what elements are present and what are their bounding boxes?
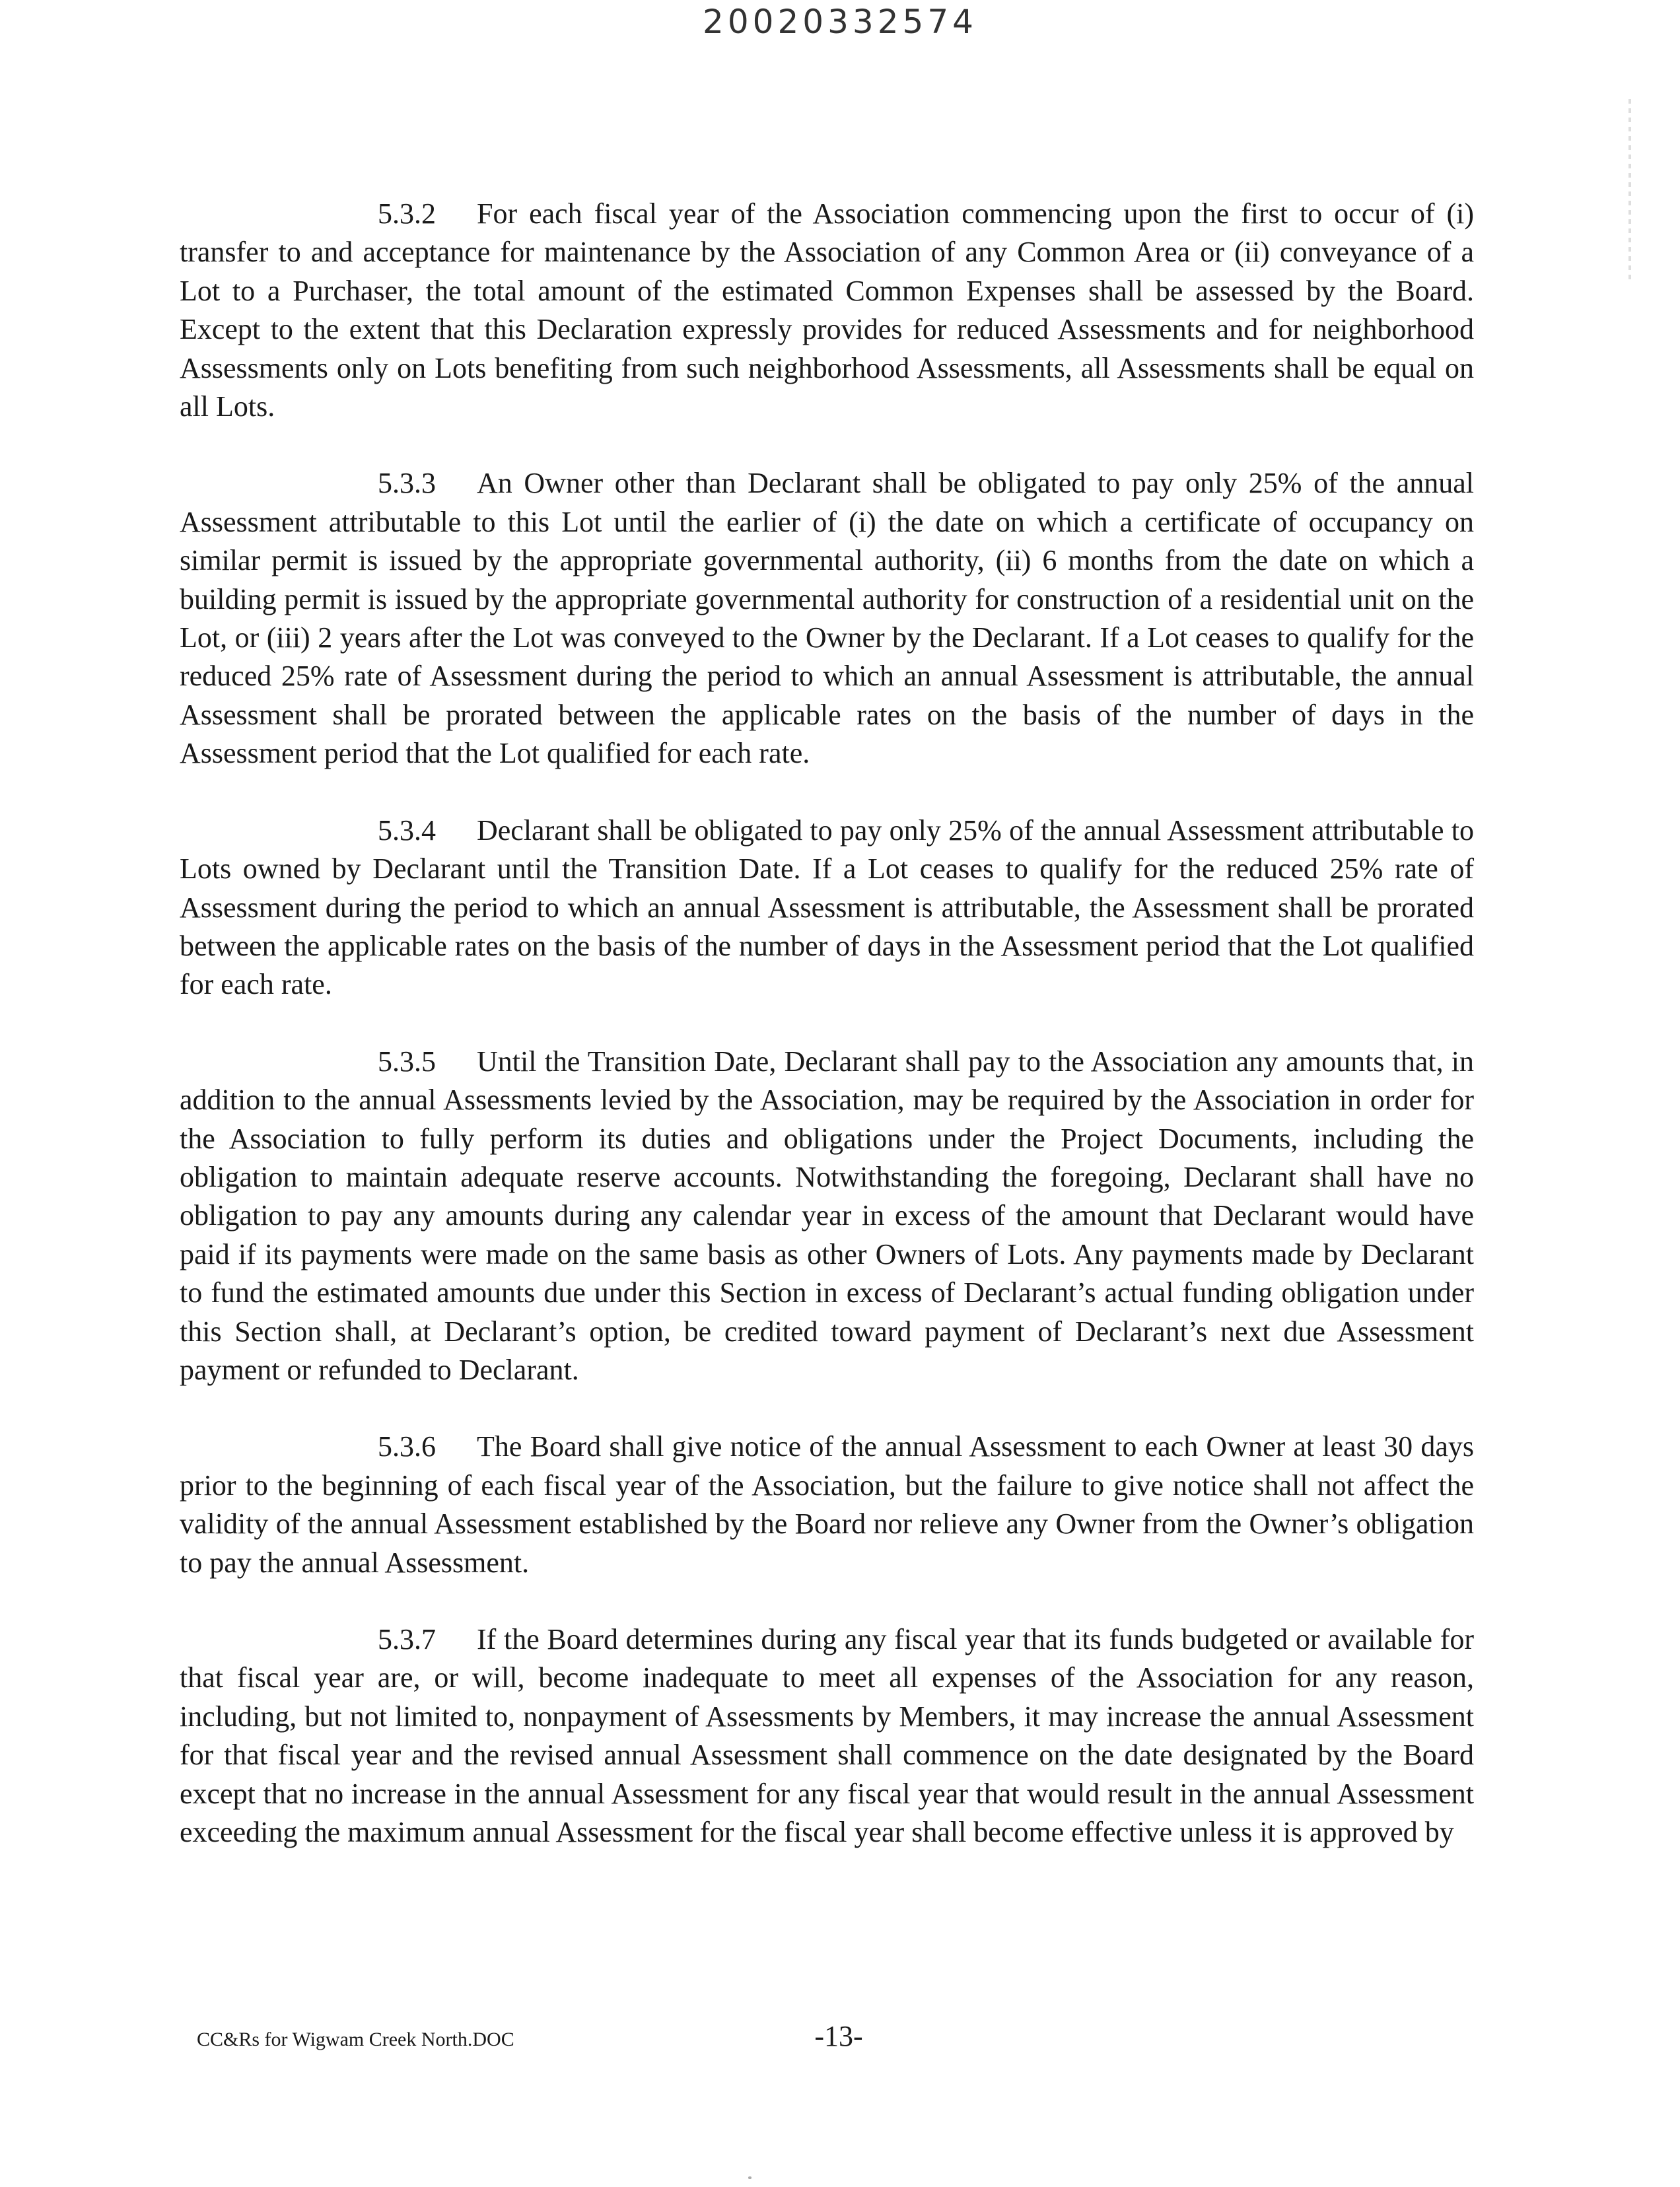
section-text: For each fiscal year of the Association commencing upon the first to occur of (i) transfer to and acceptance for maintenance by the Association of any Common Area or (ii) conveyance of a Lot to a Purchaser, the total amount of the estimated Common Expenses shall be assessed by the Board. Except to the extent that this Declaration expressly provides for reduced Assessments and for neighborhood Assessments only on Lots benefiting from such neighborhood Assessments, all Assessments shall be equal on all Lots.	[180, 197, 1474, 423]
section-number: 5.3.6	[378, 1430, 436, 1463]
scan-edge-marks	[1628, 99, 1631, 284]
section-text: If the Board determines during any fiscal year that its funds budgeted or available for that fiscal year are, or will, become inadequate to meet all expenses of the Association for any reason, including, but not limited to, nonpayment of Assessments by Members, it may increase the annual Assessment for that fiscal year and the revised annual Assessment shall commence on the date designated by the Board except that no increase in the annual Assessment for any fiscal year that would result in the annual Assessment exceeding the maximum annual Assessment for the fiscal year shall become effective unless it is approved by	[180, 1623, 1474, 1849]
document-number: 20020332574	[703, 3, 977, 41]
footer-file-name: CC&Rs for Wigwam Creek North.DOC	[197, 2029, 514, 2050]
scan-speck	[748, 2176, 752, 2179]
page-number: -13-	[814, 2020, 863, 2052]
section-number: 5.3.5	[378, 1045, 436, 1078]
section-text: An Owner other than Declarant shall be obligated to pay only 25% of the annual Assessment attributable to this Lot until the earlier of (i) the date on which a certificate of occupancy on similar permit is issued by the appropriate governmental authority, (ii) 6 months from the date on which a building permit is issued by the appropriate governmental authority for construction of a residential unit on the Lot, or (iii) 2 years after the Lot was conveyed to the Owner by the Declarant. If a Lot ceases to qualify for the reduced 25% rate of Assessment during the period to which an annual Assessment is attributable, the annual Assessment shall be prorated between the applicable rates on the basis of the number of days in the Assessment period that the Lot qualified for each rate.	[180, 467, 1474, 770]
section-number: 5.3.4	[378, 814, 436, 847]
section-text: The Board shall give notice of the annual Assessment to each Owner at least 30 days prior to the beginning of each fiscal year of the Association, but the failure to give notice shall not affect the validity of the annual Assessment established by the Board nor relieve any Owner from the Owner’s obligation to pay the annual Assessment.	[180, 1430, 1474, 1579]
section-5-3-6	[180, 1428, 1474, 1582]
section-5-3-5	[180, 1043, 1474, 1390]
section-5-3-7	[180, 1620, 1474, 1852]
section-number: 5.3.7	[378, 1623, 436, 1655]
section-5-3-4	[180, 812, 1474, 1004]
document-body	[180, 195, 1474, 1890]
section-5-3-3	[180, 464, 1474, 773]
section-text: Until the Transition Date, Declarant shall pay to the Association any amounts that, in addition to the annual Assessments levied by the Association, may be required by the Association in order for the Association to fully perform its duties and obligations under the Project Documents, including the obligation to maintain adequate reserve accounts. Notwithstanding the foregoing, Declarant shall have no obligation to pay any amounts during any calendar year in excess of the amount that Declarant would have paid if its payments were made on the same basis as other Owners of Lots. Any payments made by Declarant to fund the estimated amounts due under this Section in excess of Declarant’s actual funding obligation under this Section shall, at Declarant’s option, be credited toward payment of Declarant’s next due Assessment payment or refunded to Declarant.	[180, 1045, 1474, 1386]
section-5-3-2	[180, 195, 1474, 426]
section-number: 5.3.2	[378, 197, 436, 230]
section-number: 5.3.3	[378, 467, 436, 500]
section-text: Declarant shall be obligated to pay only 25% of the annual Assessment attributable to Lots owned by Declarant until the Transition Date. If a Lot ceases to qualify for the reduced 25% rate of Assessment during the period to which an annual Assessment is attributable, the Assessment shall be prorated between the applicable rates on the basis of the number of days in the Assessment period that the Lot qualified for each rate.	[180, 814, 1474, 1001]
